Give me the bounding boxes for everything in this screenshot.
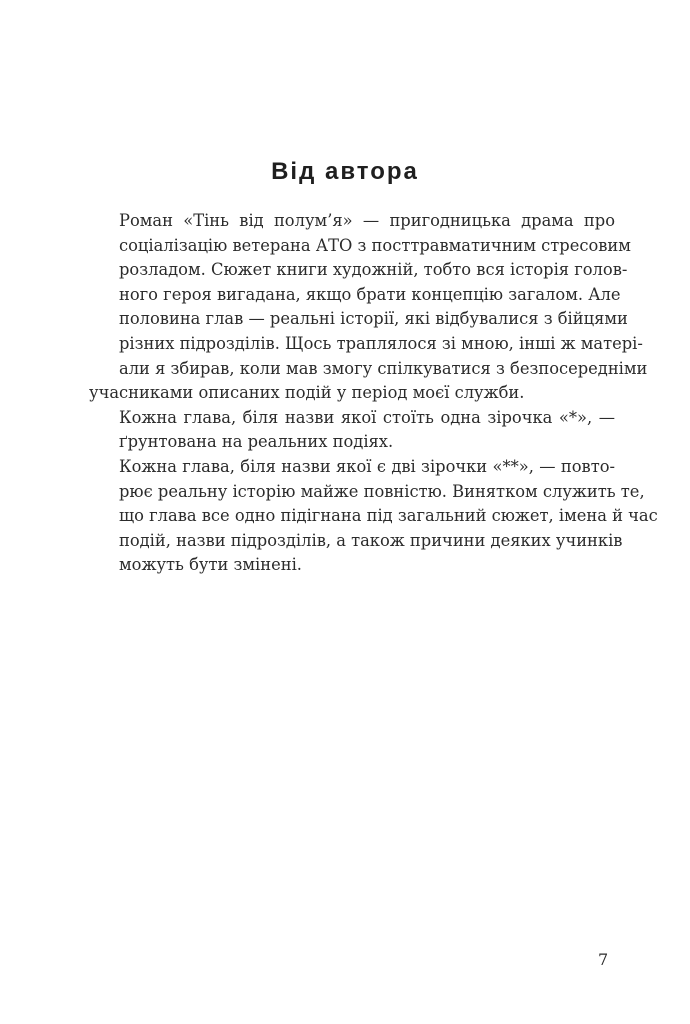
text-line: подій, назви підрозділів, а також причини деяких учинків: [119, 530, 623, 550]
paragraph-3: [89, 455, 658, 578]
text-line: ґрунтована на реальних подіях.: [119, 432, 394, 452]
text-line: Роман «Тінь від полум’я» — пригодницька драма про: [119, 211, 615, 230]
text-line: різних підрозділів. Щось траплялося зі мною, інші ж матері-: [119, 333, 643, 353]
text-line: али я збирав, коли мав змогу спілкуватися з безпосередніми: [119, 358, 648, 378]
text-line: Кожна глава, біля назви якої є дві зірочки «**», — повто-: [119, 456, 615, 476]
text-line: учасниками описаних подій у період моєї служби.: [89, 383, 525, 403]
text-line: Кожна глава, біля назви якої стоїть одна зірочка «*», —: [119, 407, 615, 427]
page-number: 7: [598, 950, 609, 969]
text-line: соціалізацію ветерана АТО з посттравматичним стресовим: [119, 235, 631, 255]
paragraph-2: [89, 406, 615, 455]
text-line: розладом. Сюжет книги художній, тобто вся історія голов-: [119, 260, 628, 280]
chapter-heading: Від автора: [271, 158, 419, 185]
text-line: рює реальну історію майже повністю. Винятком служить те,: [119, 481, 645, 501]
text-line: що глава все одно підігнана під загальний сюжет, імена й час: [119, 506, 658, 526]
text-line: ного героя вигадана, якщо брати концепцію загалом. Але: [119, 284, 621, 304]
text-line: можуть бути змінені.: [119, 555, 302, 575]
body-text: [89, 209, 658, 578]
paragraph-1: [89, 209, 648, 406]
text-line: половина глав — реальні історії, які відбувалися з бійцями: [119, 309, 628, 329]
